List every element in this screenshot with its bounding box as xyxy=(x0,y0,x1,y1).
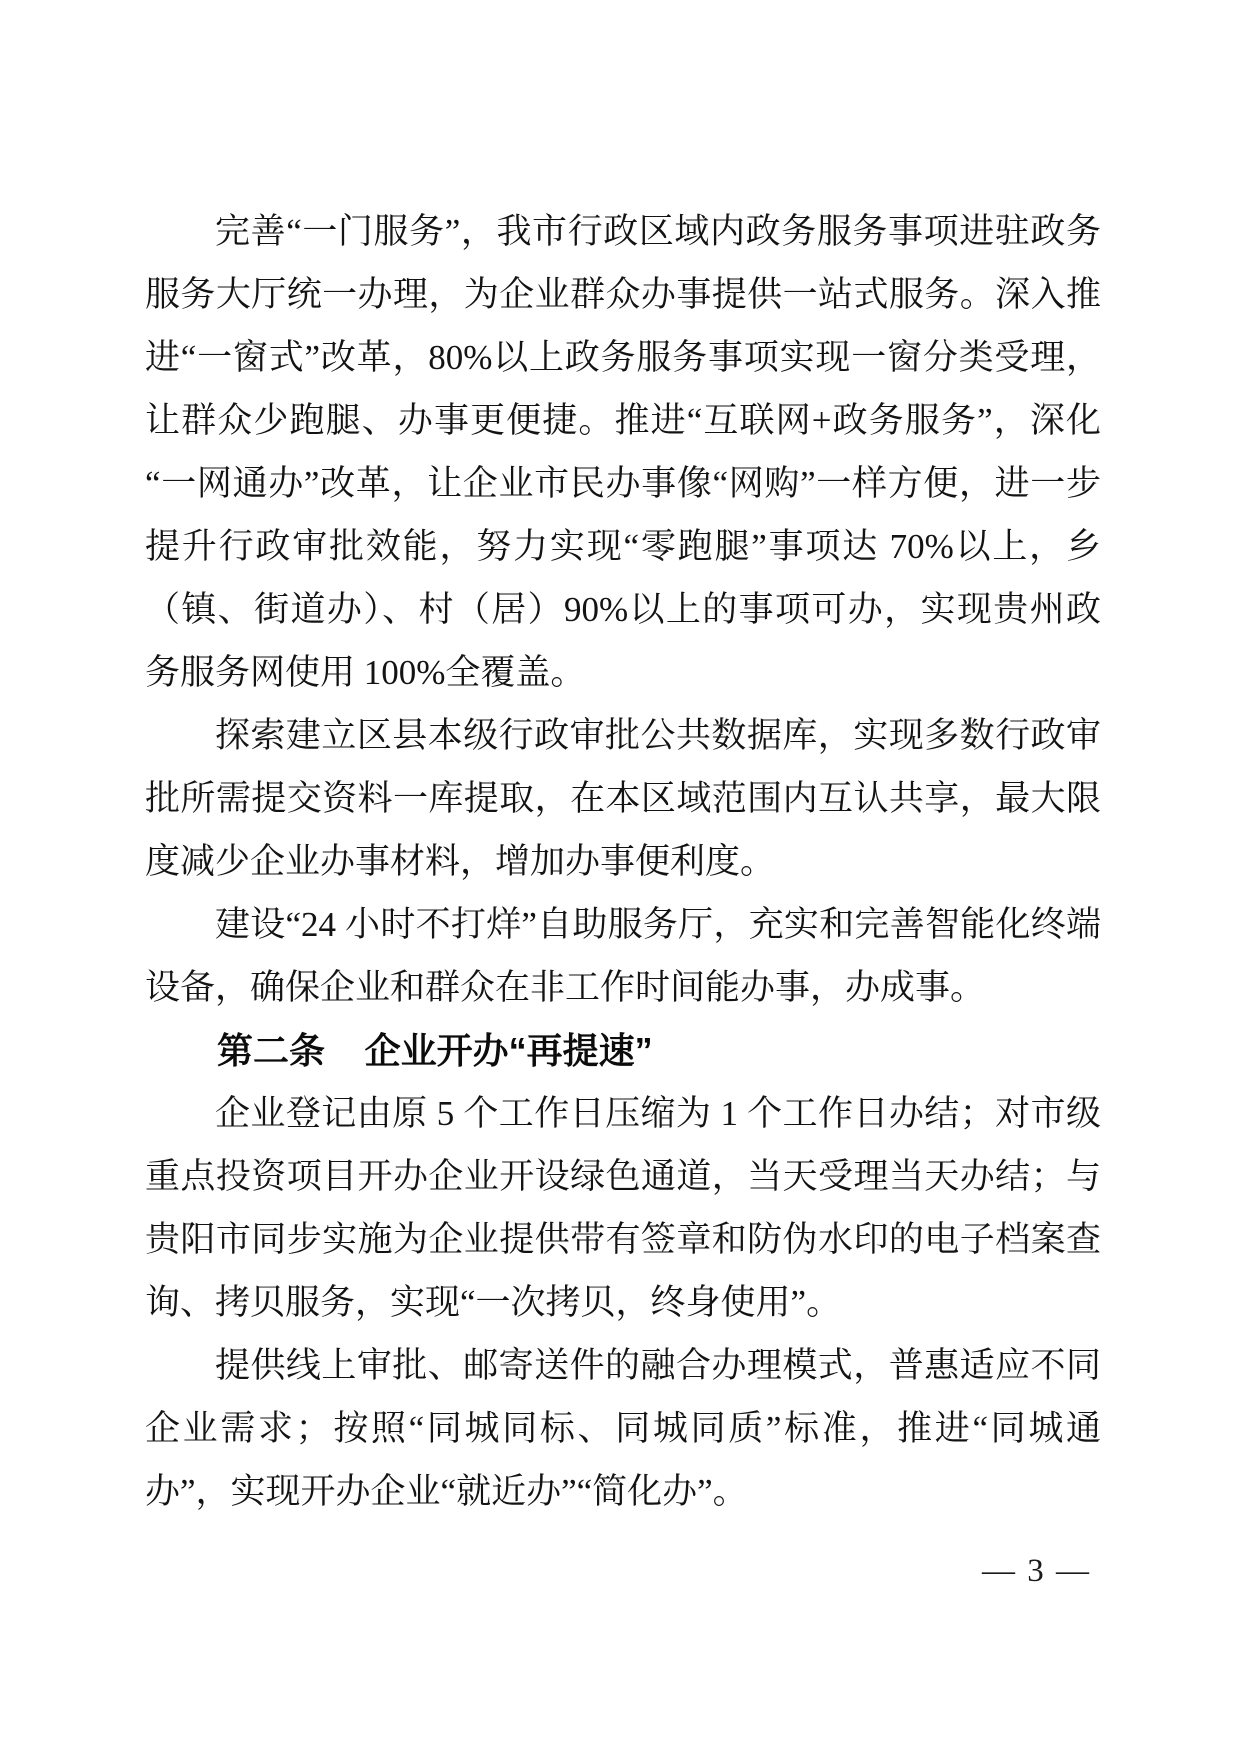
paragraph-public-database: 探索建立区县本级行政审批公共数据库，实现多数行政审批所需提交资料一库提取，在本区域范围内互认共享，最大限度减少企业办事材料，增加办事便利度。 xyxy=(145,716,1101,881)
paragraph-business-registration: 企业登记由原 5 个工作日压缩为 1 个工作日办结；对市级重点投资项目开办企业开设绿色通道，当天受理当天办结；与贵阳市同步实施为企业提供带有签章和防伪水印的电子档案查询、拷贝服务，实现“一次拷贝，终身使用”。 xyxy=(145,1094,1101,1322)
document-body xyxy=(145,200,1101,1523)
paragraph-one-door-service: 完善“一门服务”，我市行政区域内政务服务事项进驻政务服务大厅统一办理，为企业群众办事提供一站式服务。深入推进“一窗式”改革，80%以上政务服务事项实现一窗分类受理，让群众少跑腿、办事更便捷。推进“互联网+政务服务”，深化“一网通办”改革，让企业市民办事像“网购”一样方便，进一步提升行政审批效能，努力实现“零跑腿”事项达 70%以上，乡（镇、街道办）、村（居）90%以上的事项可办，实现贵州政务服务网使用 100%全覆盖。 xyxy=(145,212,1101,692)
section-heading-title: 企业开办“再提速” xyxy=(364,1030,653,1071)
paragraph-24h-self-service: 建设“24 小时不打烊”自助服务厅，充实和完善智能化终端设备，确保企业和群众在非工作时间能办事，办成事。 xyxy=(145,905,1101,1007)
section-heading-number: 第二条 xyxy=(217,1030,326,1071)
paragraph-online-approval: 提供线上审批、邮寄送件的融合办理模式，普惠适应不同企业需求；按照“同城同标、同城同质”标准，推进“同城通办”，实现开办企业“就近办”“简化办”。 xyxy=(145,1346,1101,1511)
section-heading-article-2 xyxy=(145,1019,1101,1082)
page-number: — 3 — xyxy=(982,1553,1091,1589)
